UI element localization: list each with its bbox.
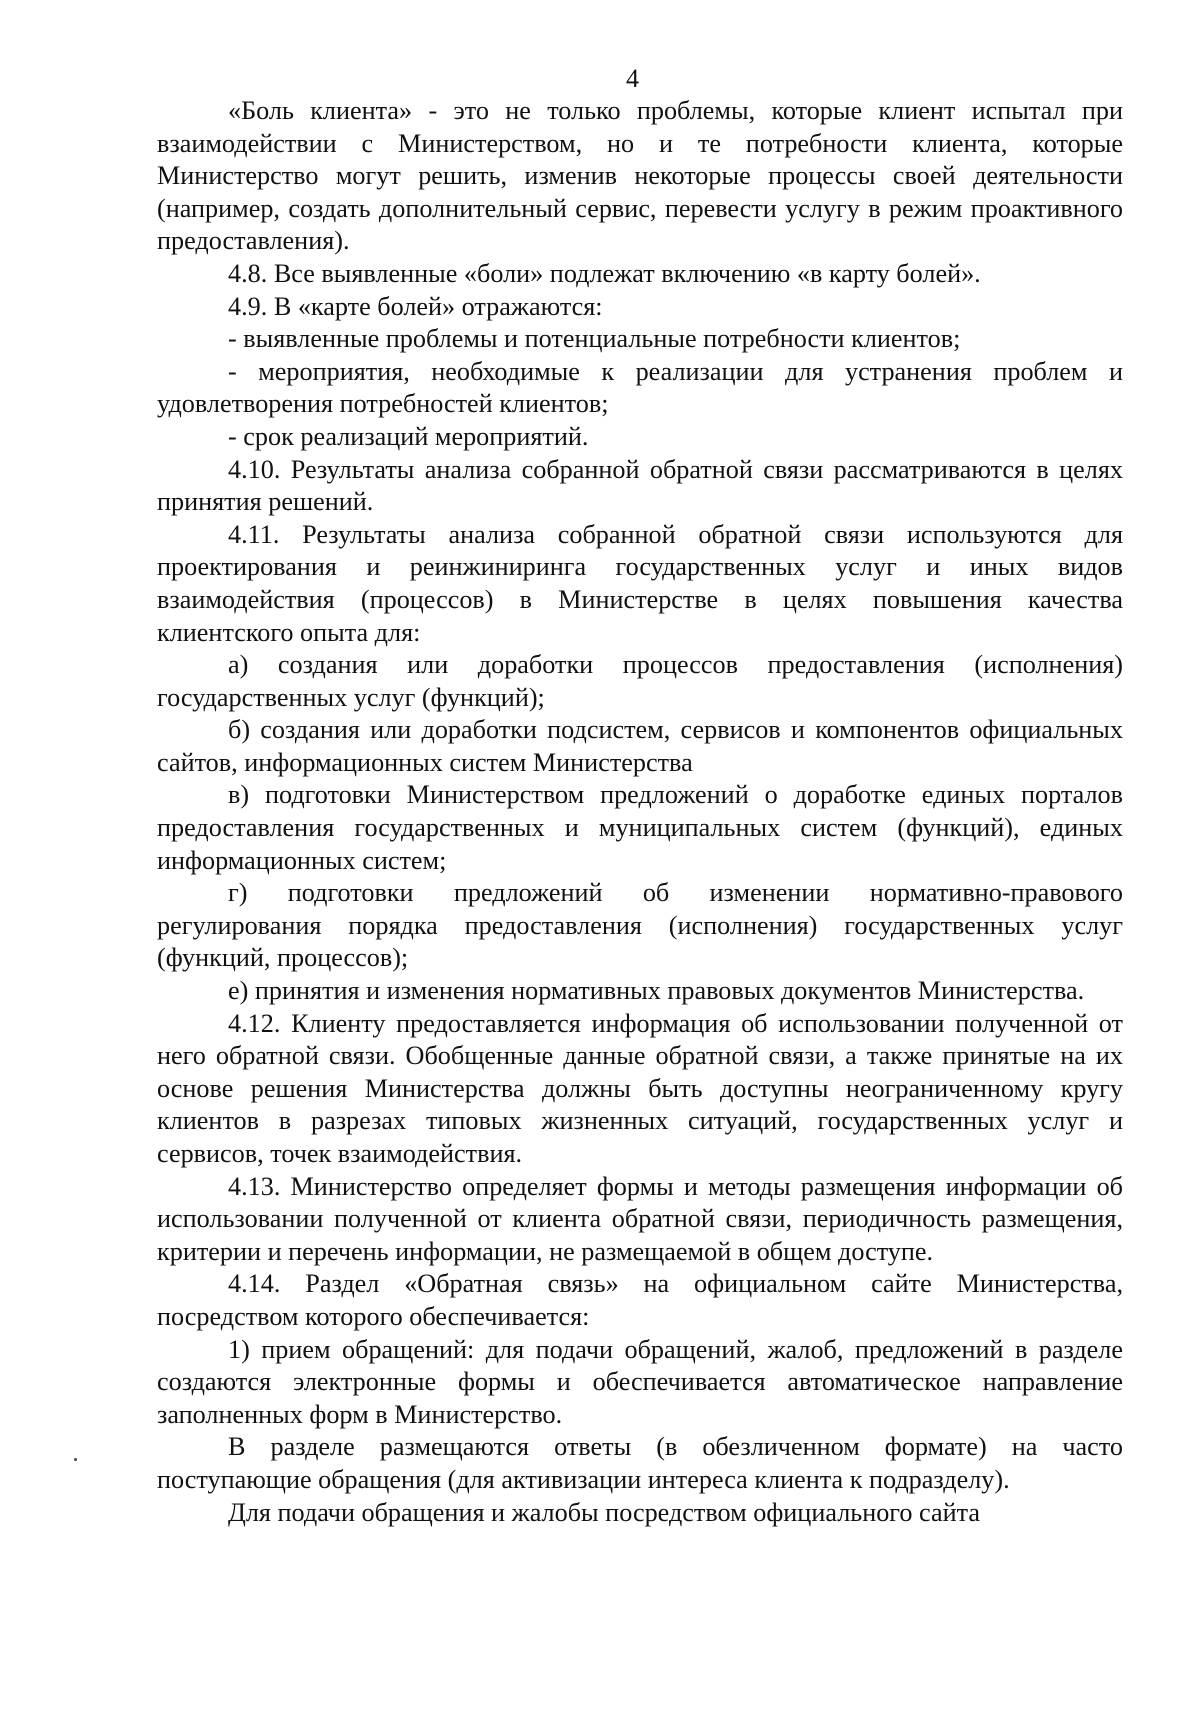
page-number: 4 bbox=[626, 64, 639, 93]
paragraph-4-14: 4.14. Раздел «Обратная связь» на официальном сайте Министерства, посредством которого обеспечивается: bbox=[157, 1269, 1123, 1331]
list-item-deadline: - срок реализаций мероприятий. bbox=[228, 421, 589, 451]
list-item-measures: - мероприятия, необходимые к реализации для устранения проблем и удовлетворения потребностей клиентов; bbox=[157, 356, 1123, 419]
paragraph-submission: Для подачи обращения и жалобы посредством официального сайта bbox=[228, 1497, 981, 1527]
paragraph-4-10: 4.10. Результаты анализа собранной обратной связи рассматриваются в целях принятия решений. bbox=[157, 454, 1123, 517]
document-body bbox=[157, 95, 1123, 1529]
list-item-b: б) создания или доработки подсистем, сервисов и компонентов официальных сайтов, информационных систем Министерства bbox=[157, 715, 1123, 777]
paragraph-4-12: 4.12. Клиенту предоставляется информация об использовании полученной от него обратной связи. Обобщенные данные обратной связи, а также принятые на их основе решения Министерства должны быть доступны неограниченному кругу клиентов в разрезах типовых жизненных ситуаций, государственных услуг и сервисов, точек взаимодействия. bbox=[157, 1008, 1123, 1168]
paragraph-4-13: 4.13. Министерство определяет формы и методы размещения информации об использовании полученной от клиента обратной связи, периодичность размещения, критерии и перечень информации, не размещаемой в общем доступе. bbox=[157, 1171, 1123, 1266]
scan-speck bbox=[74, 1458, 77, 1461]
list-item-1: 1) прием обращений: для подачи обращений, жалоб, предложений в разделе создаются электронные формы и обеспечивается автоматическое направление заполненных форм в Министерство. bbox=[157, 1334, 1123, 1429]
paragraph-4-8: 4.8. Все выявленные «боли» подлежат включению «в карту болей». bbox=[228, 258, 981, 288]
list-item-problems: - выявленные проблемы и потенциальные потребности клиентов; bbox=[228, 324, 961, 354]
paragraph-answers: В разделе размещаются ответы (в обезличенном формате) на часто поступающие обращения (для активизации интереса клиента к подразделу). bbox=[157, 1432, 1123, 1494]
list-item-v: в) подготовки Министерством предложений о доработке единых порталов предоставления государственных и муниципальных систем (функций), единых информационных систем; bbox=[157, 780, 1123, 875]
list-item-e: е) принятия и изменения нормативных правовых документов Министерства. bbox=[228, 976, 1085, 1006]
paragraph-4-11: 4.11. Результаты анализа собранной обратной связи используются для проектирования и реинжиниринга государственных услуг и иных видов взаимодействия (процессов) в Министерстве в целях повышения качества клиентского опыта для: bbox=[157, 519, 1123, 647]
paragraph-pain-definition: «Боль клиента» - это не только проблемы, которые клиент испытал при взаимодействии с Министерством, но и те потребности клиента, которые Министерство могут решить, изменив некоторые процессы своей деятельности (например, создать дополнительный сервис, перевести услугу в режим проактивного предоставления). bbox=[157, 96, 1123, 256]
list-item-a: а) создания или доработки процессов предоставления (исполнения) государственных услуг (функций); bbox=[157, 650, 1123, 712]
paragraph-4-9: 4.9. В «карте болей» отражаются: bbox=[228, 291, 603, 321]
list-item-g: г) подготовки предложений об изменении нормативно-правового регулирования порядка предоставления (исполнения) государственных услуг (функций, процессов); bbox=[157, 878, 1123, 973]
